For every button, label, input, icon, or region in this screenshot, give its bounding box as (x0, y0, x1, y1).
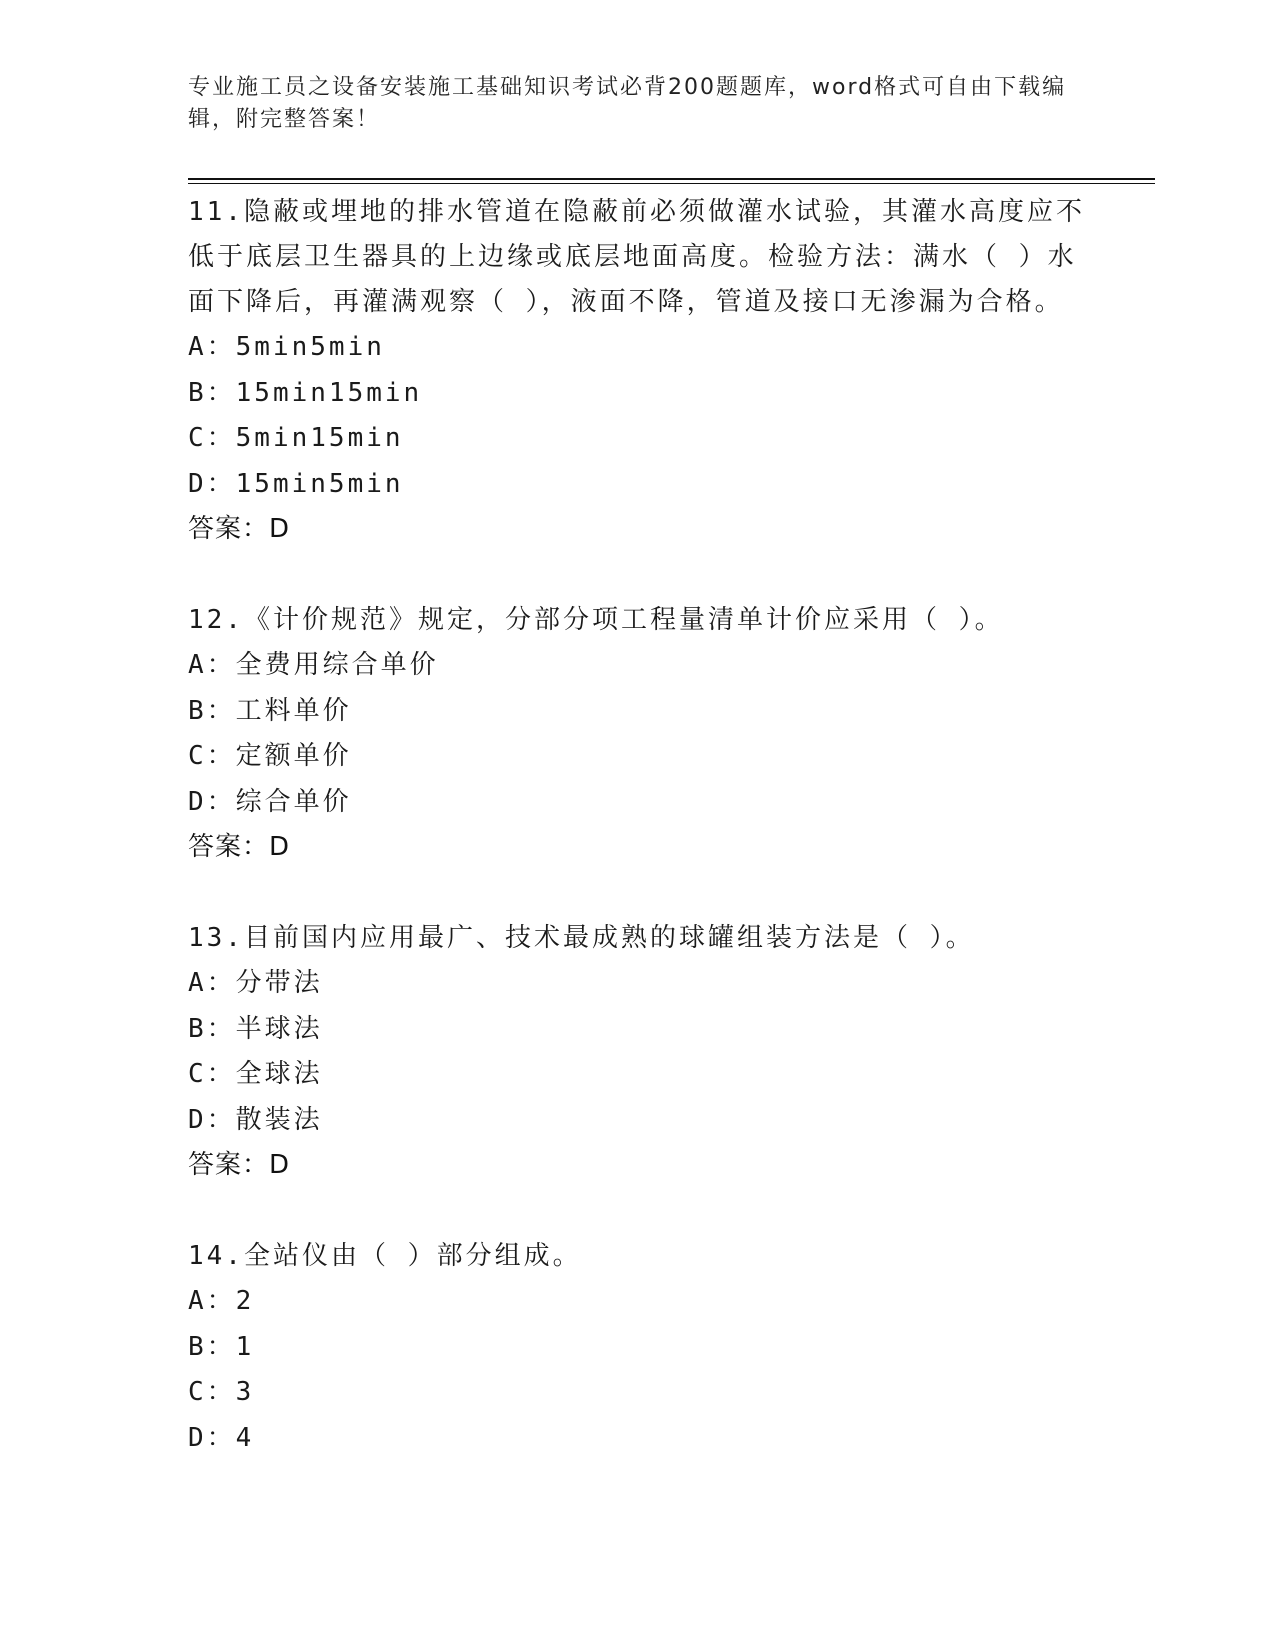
option-c: C：全球法 (188, 1059, 323, 1089)
option-a: A：全费用综合单价 (188, 650, 439, 680)
question-12 (188, 598, 1088, 870)
question-spacer (188, 870, 1088, 916)
question-spacer (188, 552, 1088, 598)
answer-line: 答案：D (188, 832, 291, 862)
option-c: C：5min15min (188, 423, 404, 453)
header-divider-thin (188, 183, 1155, 184)
question-stem: 13.目前国内应用最广、技术最成熟的球罐组装方法是（ ）。 (188, 923, 975, 953)
question-stem: 11.隐蔽或埋地的排水管道在隐蔽前必须做灌水试验，其灌水高度应不低于底层卫生器具的上边缘或底层地面高度。检验方法：满水（ ）水面下降后，再灌满观察（ ），液面不降，管道及接口无渗漏为合格。 (188, 197, 1085, 317)
question-spacer (188, 1188, 1088, 1234)
option-b: B：半球法 (188, 1013, 323, 1044)
option-c: C：定额单价 (188, 741, 352, 771)
option-b: B：工料单价 (188, 695, 352, 726)
option-b: B：1 (188, 1331, 255, 1362)
question-stem: 14.全站仪由（ ）部分组成。 (188, 1241, 582, 1271)
document-title: 专业施工员之设备安装施工基础知识考试必背200题题库，word格式可自由下载编辑，附完整答案！ (188, 75, 1067, 132)
question-14 (188, 1234, 1088, 1461)
question-13 (188, 916, 1088, 1188)
option-a: A：5min5min (188, 332, 385, 362)
header-divider-thick (188, 178, 1155, 180)
option-c: C：3 (188, 1377, 255, 1407)
option-b: B：15min15min (188, 377, 423, 408)
option-d: D：散装法 (188, 1104, 323, 1135)
option-d: D：综合单价 (188, 786, 352, 817)
question-11 (188, 190, 1088, 552)
question-list (188, 190, 1088, 1461)
answer-line: 答案：D (188, 1150, 291, 1180)
answer-line: 答案：D (188, 514, 291, 544)
option-d: D：4 (188, 1422, 255, 1453)
option-d: D：15min5min (188, 468, 404, 499)
question-stem: 12.《计价规范》规定，分部分项工程量清单计价应采用（ ）。 (188, 605, 1004, 635)
option-a: A：分带法 (188, 968, 323, 998)
option-a: A：2 (188, 1286, 255, 1316)
